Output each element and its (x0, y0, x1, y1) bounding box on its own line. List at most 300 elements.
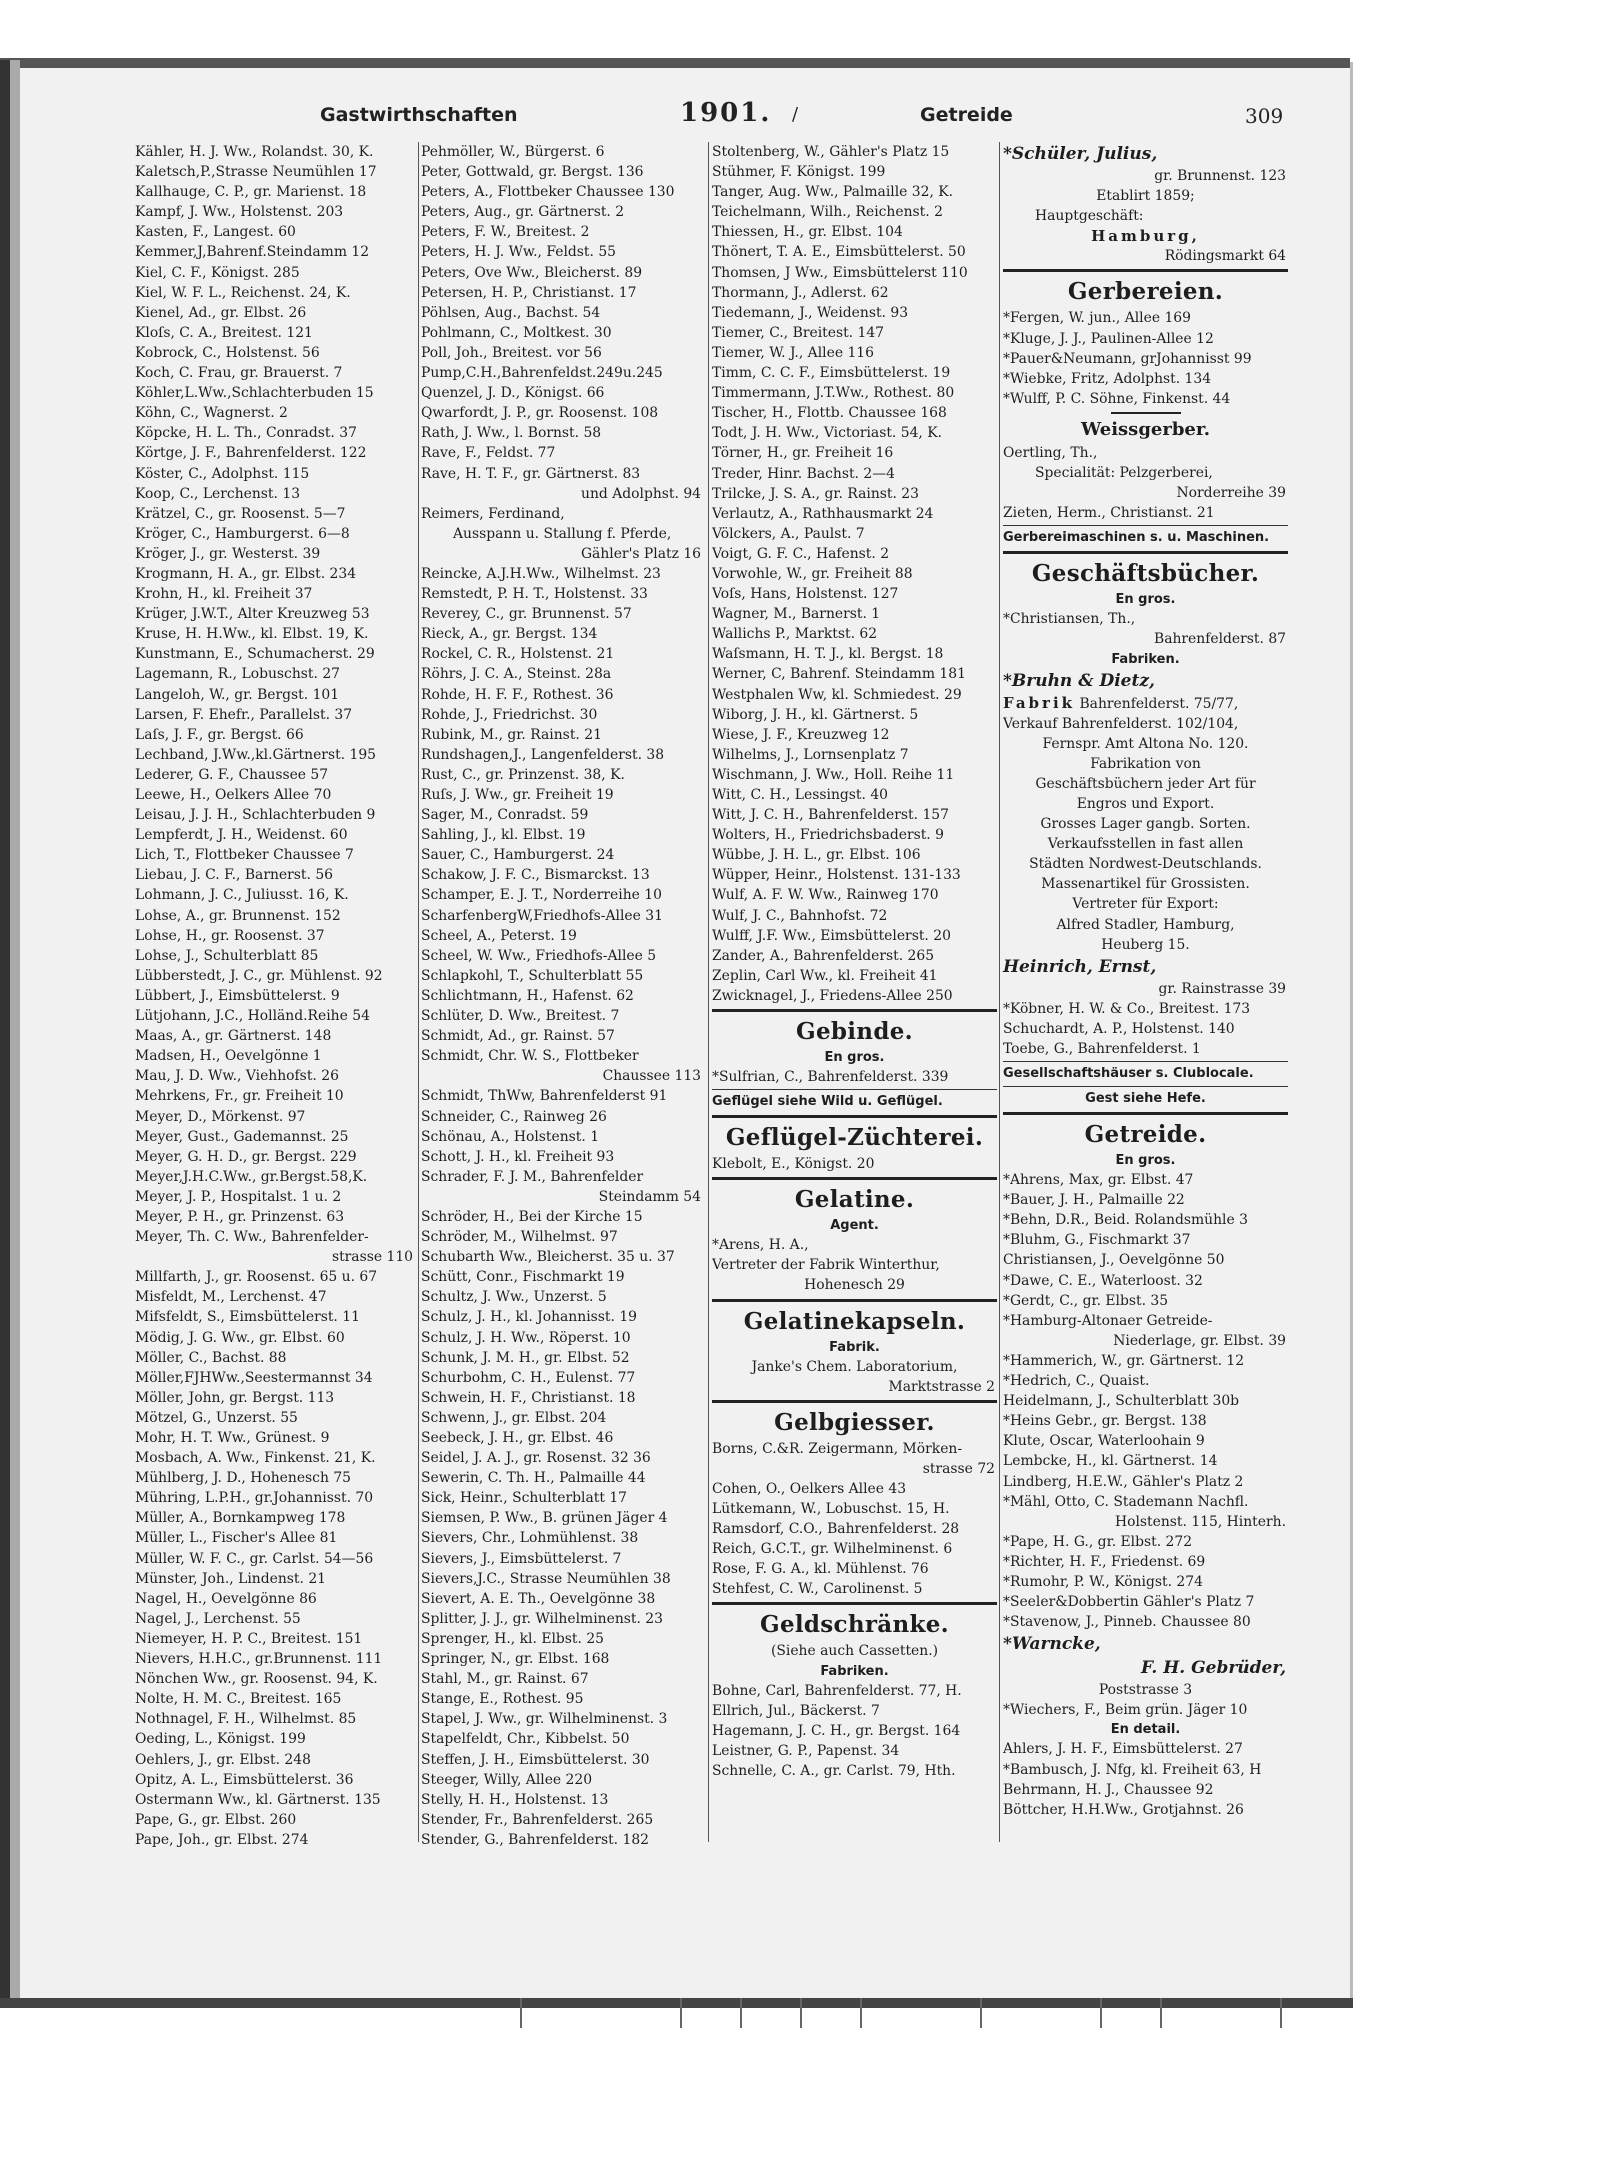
directory-entry: Klute, Oscar, Waterloohain 9 (1003, 1433, 1205, 1450)
directory-entry-continued: Norderreihe 39 (1176, 485, 1286, 502)
directory-entry: Lempferdt, J. H., Weidenst. 60 (135, 827, 348, 844)
section-heading-geschaeftsbuecher: Geschäftsbücher. (1031, 560, 1260, 588)
directory-entry: Rose, F. G. A., kl. Mühlenst. 76 (712, 1561, 929, 1578)
directory-entry: Kallhauge, C. P., gr. Marienst. 18 (135, 184, 367, 201)
advertisement-line: Verkauf Bahrenfelderst. 102/104, (1003, 715, 1239, 732)
directory-entry: Liebau, J. C. F., Barnerst. 56 (135, 867, 333, 884)
directory-entry: Reincke, A.J.H.Ww., Wilhelmst. 23 (421, 565, 661, 582)
directory-entry: Mötzel, G., Unzerst. 55 (135, 1409, 298, 1426)
directory-entry: Bohne, Carl, Bahrenfelderst. 77, H. (712, 1682, 962, 1699)
directory-entry: Poll, Joh., Breitest. vor 56 (421, 344, 602, 361)
section-heading-gelatinekapseln: Gelatinekapseln. (743, 1307, 966, 1335)
subheading: Fabriken. (820, 1663, 889, 1679)
directory-entry: Leisau, J. J. H., Schlachterbuden 9 (135, 807, 376, 824)
directory-entry: Röhrs, J. C. A., Steinst. 28a (421, 666, 612, 683)
directory-entry: *Seeler&Dobbertin Gähler's Platz 7 (1003, 1594, 1255, 1611)
directory-entry: Madsen, H., Oevelgönne 1 (135, 1048, 322, 1065)
directory-entry: Schmidt, Chr. W. S., Flottbeker (421, 1048, 639, 1065)
directory-entry: Janke's Chem. Laboratorium, (751, 1358, 958, 1375)
directory-entry: Wolters, H., Friedrichsbaderst. 9 (712, 827, 944, 844)
directory-entry: Voſs, Hans, Holstenst. 127 (712, 586, 899, 603)
directory-entry: *Ahrens, Max, gr. Elbst. 47 (1003, 1172, 1194, 1189)
directory-entry: Kampf, J. Ww., Holstenst. 203 (135, 204, 344, 221)
directory-entry: Kaletsch,P.,Strasse Neumühlen 17 (135, 164, 377, 181)
directory-entry: Steeger, Willy, Allee 220 (421, 1771, 593, 1788)
directory-entry: Krätzel, C., gr. Roosenst. 5—7 (135, 505, 346, 522)
directory-entry: Krüger, J.W.T., Alter Kreuzweg 53 (135, 606, 370, 623)
directory-entry: Sewerin, C. Th. H., Palmaille 44 (421, 1470, 646, 1487)
directory-entry: Peter, Gottwald, gr. Bergst. 136 (421, 164, 644, 181)
directory-entry: *Gerdt, C., gr. Elbst. 35 (1003, 1292, 1169, 1309)
directory-entry: Sievers, Chr., Lohmühlenst. 38 (421, 1530, 639, 1547)
directory-entry: Schröder, H., Bei der Kirche 15 (421, 1208, 643, 1225)
directory-entry: Seebeck, J. H., gr. Elbst. 46 (421, 1430, 614, 1446)
directory-entry: Pöhlsen, Aug., Bachst. 54 (421, 304, 601, 321)
directory-entry: Splitter, J. J., gr. Wilhelminenst. 23 (421, 1610, 663, 1627)
directory-entry: Kruse, H. H.Ww., kl. Elbst. 19, K. (135, 626, 369, 643)
directory-entry: Schönau, A., Holstenst. 1 (421, 1128, 600, 1145)
directory-entry: Törner, H., gr. Freiheit 16 (712, 445, 894, 462)
directory-entry: Koop, C., Lerchenst. 13 (135, 485, 301, 502)
advertiser-name: Heinrich, Ernst, (1003, 956, 1157, 977)
directory-entry: Vorwohle, W., gr. Freiheit 88 (712, 565, 913, 582)
directory-entry: Schneider, C., Rainweg 26 (421, 1108, 607, 1125)
directory-entry: *Hamburg-Altonaer Getreide- (1003, 1312, 1213, 1329)
directory-entry: *Wiechers, F., Beim grün. Jäger 10 (1003, 1702, 1248, 1719)
directory-entry: Müller, W. F. C., gr. Carlst. 54—56 (135, 1550, 374, 1567)
advertisement-line: Fabrikation von (1090, 755, 1201, 772)
cross-reference: Gest siehe Hefe. (1085, 1091, 1206, 1107)
directory-entry: Hagemann, J. C. H., gr. Bergst. 164 (712, 1722, 961, 1739)
section-divider (712, 1299, 997, 1302)
directory-entry: Rust, C., gr. Prinzenst. 38, K. (421, 766, 625, 783)
directory-entry: Siemsen, P. Ww., B. grünen Jäger 4 (421, 1510, 668, 1527)
directory-entry: Stühmer, F. Königst. 199 (712, 164, 886, 181)
directory-entry: Koch, C. Frau, gr. Brauerst. 7 (135, 365, 343, 382)
rule (712, 1089, 997, 1090)
directory-entry: Tiemer, C., Breitest. 147 (712, 324, 885, 341)
directory-entry: *Fergen, W. jun., Allee 169 (1003, 310, 1191, 327)
directory-entry: Köhler,L.Ww.,Schlachterbuden 15 (135, 385, 374, 402)
directory-entry: Nagel, J., Lerchenst. 55 (135, 1610, 301, 1627)
directory-entry-continued: Hauptgeschäft: (1035, 208, 1144, 225)
directory-entry: Quenzel, J. D., Königst. 66 (421, 385, 605, 402)
directory-entry: Reverey, C., gr. Brunnenst. 57 (421, 606, 632, 623)
directory-entry: Schuchardt, A. P., Holstenst. 140 (1003, 1020, 1235, 1037)
directory-entry: Seidel, J. A. J., gr. Rosenst. 32 36 (421, 1450, 651, 1467)
directory-entry: *Hammerich, W., gr. Gärtnerst. 12 (1003, 1352, 1245, 1369)
directory-entry-continued: gr. Brunnenst. 123 (1154, 168, 1286, 184)
directory-entry: Nievers, H.H.C., gr.Brunnenst. 111 (135, 1651, 383, 1668)
advertisement-line: Heuberg 15. (1101, 936, 1190, 953)
directory-entry: Lütjohann, J.C., Holländ.Reihe 54 (135, 1008, 370, 1025)
advertiser-name: *Schüler, Julius, (1003, 144, 1158, 164)
directory-entry: Zwicknagel, J., Friedens-Allee 250 (712, 987, 953, 1004)
advertiser-city: Hamburg, (1091, 227, 1200, 246)
directory-entry: Stahl, M., gr. Rainst. 67 (421, 1671, 589, 1688)
section-heading-gebinde: Gebinde. (796, 1018, 913, 1046)
subheading: En gros. (1115, 592, 1176, 608)
directory-entry: Müller, A., Bornkampweg 178 (135, 1510, 346, 1527)
directory-entry: Möller, C., Bachst. 88 (135, 1349, 287, 1366)
directory-entry: Schröder, M., Wilhelmst. 97 (421, 1229, 618, 1246)
directory-entry: Sauer, C., Hamburgerst. 24 (421, 847, 615, 864)
directory-entry: Laſs, J. F., gr. Bergst. 66 (135, 726, 304, 743)
directory-entry: Scheel, W. Ww., Friedhofs-Allee 5 (421, 947, 657, 964)
section-heading-geldschraenke: Geldschränke. (760, 1611, 949, 1639)
directory-entry-continued: Chaussee 113 (602, 1068, 701, 1085)
rule (1003, 1086, 1288, 1087)
directory-entry: Thormann, J., Adlerst. 62 (712, 284, 889, 301)
subheading: Agent. (830, 1218, 879, 1234)
directory-entry-continued: Specialität: Pelzgerberei, (1035, 465, 1213, 482)
advertiser-name: *Warncke, (1003, 1634, 1101, 1655)
advertisement-line: Alfred Stadler, Hamburg, (1056, 916, 1235, 933)
directory-entry: Völckers, A., Paulst. 7 (712, 525, 865, 542)
directory-entry: Schrader, F. J. M., Bahrenfelder (421, 1168, 644, 1185)
directory-entry: Qwarfordt, J. P., gr. Roosenst. 108 (421, 405, 659, 422)
directory-entry: Rohde, H. F. F., Rothest. 36 (421, 686, 614, 703)
directory-entry: Krohn, H., kl. Freiheit 37 (135, 586, 313, 603)
directory-entry: Opitz, A. L., Eimsbüttelerst. 36 (135, 1771, 354, 1788)
directory-entry: Pape, G., gr. Elbst. 260 (135, 1811, 297, 1828)
directory-entry: Steffen, J. H., Eimsbüttelerst. 30 (421, 1751, 650, 1768)
directory-entry: Ostermann Ww., kl. Gärtnerst. 135 (135, 1791, 381, 1808)
directory-entry: Peters, A., Flottbeker Chaussee 130 (421, 184, 675, 201)
directory-entry: Schakow, J. F. C., Bismarckst. 13 (421, 867, 650, 884)
directory-entry: Wüpper, Heinr., Holstenst. 131-133 (712, 867, 961, 884)
directory-entry: Misfeldt, M., Lerchenst. 47 (135, 1289, 327, 1306)
directory-entry: Nothnagel, F. H., Wilhelmst. 85 (135, 1711, 357, 1728)
directory-entry: *Kluge, J. J., Paulinen-Allee 12 (1003, 330, 1214, 347)
directory-entry: Schurbohm, C. H., Eulenst. 77 (421, 1369, 636, 1386)
directory-entry: *Mähl, Otto, C. Stademann Nachfl. (1003, 1493, 1249, 1510)
directory-entry: Schlichtmann, H., Hafenst. 62 (421, 987, 634, 1004)
directory-entry: *Stavenow, J., Pinneb. Chaussee 80 (1003, 1614, 1251, 1631)
section-divider (712, 1009, 997, 1012)
directory-entry: Timm, C. C. F., Eimsbüttelerst. 19 (712, 365, 951, 382)
directory-entry: Maas, A., gr. Gärtnerst. 148 (135, 1028, 332, 1045)
directory-entry: Leistner, G. P., Papenst. 34 (712, 1742, 900, 1759)
column-1 (135, 142, 415, 1850)
directory-entry: Zieten, Herm., Christianst. 21 (1003, 505, 1215, 522)
directory-entry: Nönchen Ww., gr. Roosenst. 94, K. (135, 1671, 378, 1688)
directory-entry: Mau, J. D. Ww., Viehhofst. 26 (135, 1068, 339, 1085)
directory-entry: Ahlers, J. H. F., Eimsbüttelerst. 27 (1003, 1741, 1243, 1758)
directory-entry: *Sulfrian, C., Bahrenfelderst. 339 (712, 1069, 949, 1086)
directory-entry: Kähler, H. J. Ww., Rolandst. 30, K. (135, 144, 374, 160)
directory-entry: Peters, F. W., Breitest. 2 (421, 224, 590, 241)
header-section-right: Getreide (920, 104, 1013, 126)
advertisement-line: Fernspr. Amt Altona No. 120. (1042, 735, 1249, 752)
directory-entry: Mödig, J. G. Ww., gr. Elbst. 60 (135, 1329, 345, 1346)
directory-entry: Schunk, J. M. H., gr. Elbst. 52 (421, 1349, 630, 1366)
directory-entry: Lohse, H., gr. Roosenst. 37 (135, 927, 325, 944)
directory-entry: Thiessen, H., gr. Elbst. 104 (712, 224, 903, 241)
section-divider (712, 1115, 997, 1118)
directory-entry: Nagel, H., Oevelgönne 86 (135, 1590, 317, 1607)
cross-reference-note: (Siehe auch Cassetten.) (770, 1643, 939, 1660)
directory-entry: Kröger, J., gr. Westerst. 39 (135, 545, 321, 562)
directory-entry: *Pape, H. G., gr. Elbst. 272 (1003, 1533, 1193, 1550)
directory-entry: Cohen, O., Oelkers Allee 43 (712, 1480, 907, 1497)
directory-entry: Christiansen, J., Oevelgönne 50 (1003, 1252, 1225, 1269)
section-divider (1003, 551, 1288, 554)
directory-entry: Rubink, M., gr. Rainst. 21 (421, 726, 602, 743)
page-edge-ticks (40, 1998, 1340, 2028)
binding-edge (10, 60, 20, 2000)
directory-entry: Lindberg, H.E.W., Gähler's Platz 2 (1003, 1473, 1244, 1490)
directory-entry: Stapel, J. Ww., gr. Wilhelminenst. 3 (421, 1711, 668, 1728)
directory-entry: Toebe, G., Bahrenfelderst. 1 (1003, 1041, 1201, 1057)
directory-entry: Lohmann, J. C., Juliusst. 16, K. (135, 887, 349, 904)
directory-entry: Rave, H. T. F., gr. Gärtnerst. 83 (421, 465, 641, 482)
directory-entry: Pump,C.H.,Bahrenfeldst.249u.245 (421, 365, 663, 382)
directory-entry-continued: Marktstrasse 2 (888, 1378, 995, 1395)
directory-entry: Kasten, F., Langest. 60 (135, 224, 296, 241)
directory-entry: Stelly, H. H., Holstenst. 13 (421, 1791, 609, 1808)
directory-entry: Schubarth Ww., Bleicherst. 35 u. 37 (421, 1249, 675, 1266)
directory-entry: Lütkemann, W., Lobuschst. 15, H. (712, 1500, 950, 1517)
directory-entry: Peters, Ove Ww., Bleicherst. 89 (421, 264, 643, 281)
directory-entry: Schwein, H. F., Christianst. 18 (421, 1389, 636, 1406)
section-divider (1003, 269, 1288, 272)
directory-entry: Petersen, H. P., Christianst. 17 (421, 284, 637, 301)
section-heading-zuechterei: Geflügel-Züchterei. (725, 1124, 984, 1152)
subheading: Fabrik. (829, 1339, 880, 1355)
advertiser-label: Fabrik (1003, 693, 1076, 712)
cross-reference: Geflügel siehe Wild u. Geflügel. (712, 1094, 943, 1110)
directory-entry-continued: und Adolphst. 94 (581, 485, 701, 502)
directory-entry-continued: Hohenesch 29 (804, 1277, 905, 1294)
column-rule (999, 142, 1000, 1842)
directory-entry: Todt, J. H. Ww., Victoriast. 54, K. (712, 425, 943, 442)
directory-entry: Stehfest, C. W., Carolinenst. 5 (712, 1581, 923, 1598)
directory-entry: Klebolt, E., Königst. 20 (712, 1156, 875, 1173)
directory-entry: Sahling, J., kl. Elbst. 19 (421, 827, 586, 844)
directory-entry: Stange, E., Rothest. 95 (421, 1691, 584, 1708)
cross-reference: Gesellschaftshäuser s. Clublocale. (1003, 1066, 1254, 1082)
directory-entry: Mühring, L.P.H., gr.Johannisst. 70 (135, 1490, 374, 1507)
directory-entry: Stapelfeldt, Chr., Kibbelst. 50 (421, 1731, 630, 1748)
directory-entry: Borns, C.&R. Zeigermann, Mörken- (712, 1440, 963, 1457)
advertisement-line: Massenartikel für Grossisten. (1041, 876, 1250, 893)
directory-entry: Wilhelms, J., Lornsenplatz 7 (712, 746, 909, 763)
directory-entry: Larsen, F. Ehefr., Parallelst. 37 (135, 706, 353, 723)
rule (1003, 1061, 1288, 1062)
directory-entry: Reimers, Ferdinand, (421, 505, 565, 522)
directory-entry: *Wulff, P. C. Söhne, Finkenst. 44 (1003, 390, 1231, 407)
directory-entry-continued: strasse 72 (922, 1460, 995, 1477)
directory-entry: Ellrich, Jul., Bäckerst. 7 (712, 1702, 880, 1719)
directory-entry: Westphalen Ww, kl. Schmiedest. 29 (712, 686, 962, 703)
advertiser-name: *Bruhn & Dietz, (1003, 670, 1155, 691)
directory-entry: Mühlberg, J. D., Hohenesch 75 (135, 1470, 351, 1487)
subheading: Fabriken. (1111, 651, 1180, 667)
directory-entry: Lübbert, J., Eimsbüttelerst. 9 (135, 987, 340, 1004)
column-4 (1003, 142, 1288, 1820)
directory-entry: Zander, A., Bahrenfelderst. 265 (712, 947, 935, 964)
directory-entry: Stender, G., Bahrenfelderst. 182 (421, 1831, 650, 1848)
directory-entry-continued: Holstenst. 115, Hinterh. (1115, 1513, 1286, 1530)
directory-entry: *Bambusch, J. Nfg, kl. Freiheit 63, H (1003, 1761, 1262, 1778)
directory-entry: Thomsen, J Ww., Eimsbüttelerst 110 (712, 264, 968, 281)
directory-entry-continued: Ausspann u. Stallung f. Pferde, (453, 525, 672, 542)
directory-entry: Lohse, A., gr. Brunnenst. 152 (135, 907, 341, 924)
advertisement-line: Vertreter für Export: (1072, 896, 1219, 913)
directory-entry: Witt, C. H., Lessingst. 40 (712, 787, 888, 803)
directory-entry-continued: Niederlage, gr. Elbst. 39 (1113, 1332, 1286, 1349)
directory-entry-continued: gr. Rainstrasse 39 (1158, 980, 1286, 997)
subheading: En gros. (824, 1050, 885, 1066)
directory-entry: Remstedt, P. H. T., Holstenst. 33 (421, 586, 648, 603)
directory-entry: Peters, Aug., gr. Gärtnerst. 2 (421, 204, 625, 221)
directory-entry: Kröger, C., Hamburgerst. 6—8 (135, 525, 350, 542)
directory-entry: Schlapkohl, T., Schulterblatt 55 (421, 967, 644, 984)
directory-entry: Wulff, J.F. Ww., Eimsbüttelerst. 20 (712, 927, 951, 944)
directory-entry: Lich, T., Flottbeker Chaussee 7 (135, 847, 354, 864)
directory-entry-continued: Bahrenfelderst. 87 (1153, 631, 1286, 648)
directory-entry: Sievers, J., Eimsbüttelerst. 7 (421, 1550, 622, 1567)
directory-entry: *Hedrich, C., Quaist. (1003, 1373, 1150, 1390)
directory-entry: Lederer, G. F., Chaussee 57 (135, 766, 329, 783)
directory-entry: Schultz, J. Ww., Unzerst. 5 (421, 1289, 607, 1306)
directory-entry: Leewe, H., Oelkers Allee 70 (135, 787, 332, 803)
directory-entry: Lembcke, H., kl. Gärtnerst. 14 (1003, 1453, 1218, 1470)
running-head (120, 98, 1300, 134)
directory-entry: Schulz, J. H., kl. Johannisst. 19 (421, 1309, 637, 1326)
directory-entry: Rieck, A., gr. Bergst. 134 (421, 626, 598, 643)
directory-entry: Rundshagen,J., Langenfelderst. 38 (421, 746, 665, 763)
column-rule (418, 142, 419, 1842)
directory-entry: Mohr, H. T. Ww., Grünest. 9 (135, 1430, 330, 1446)
directory-entry-continued: Steindamm 54 (598, 1188, 701, 1205)
directory-entry: *Pauer&Neumann, grJohannisst 99 (1003, 350, 1252, 367)
directory-entry: Zeplin, Carl Ww., kl. Freiheit 41 (712, 967, 938, 984)
directory-entry: *Köbner, H. W. & Co., Breitest. 173 (1003, 1000, 1251, 1017)
section-heading-gerbereien: Gerbereien. (1067, 278, 1224, 306)
advertiser-address-text: Bahrenfelderst. 75/77, (1079, 695, 1239, 712)
directory-entry: Schwenn, J., gr. Elbst. 204 (421, 1409, 607, 1426)
directory-entry: Meyer, G. H. D., gr. Bergst. 229 (135, 1148, 357, 1165)
directory-entry: Ruſs, J. Ww., gr. Freiheit 19 (421, 787, 614, 803)
column-3 (712, 142, 997, 1781)
directory-entry: Köhn, C., Wagnerst. 2 (135, 405, 288, 422)
directory-entry: Teichelmann, Wilh., Reichenst. 2 (712, 204, 943, 221)
subheading: En detail. (1110, 1722, 1181, 1738)
directory-entry: Kemmer,J,Bahrenf.Steindamm 12 (135, 244, 370, 261)
rule (1003, 525, 1288, 526)
directory-entry: Wagner, M., Barnerst. 1 (712, 606, 881, 623)
section-heading-gelbgiesser: Gelbgiesser. (774, 1408, 935, 1436)
directory-entry: Böttcher, H.H.Ww., Grotjahnst. 26 (1003, 1801, 1244, 1818)
directory-entry: Mosbach, A. Ww., Finkenst. 21, K. (135, 1450, 376, 1467)
directory-entry-continued: Poststrasse 3 (1098, 1682, 1193, 1699)
directory-entry-continued: Etablirt 1859; (1096, 188, 1195, 205)
column-rule (708, 142, 709, 1842)
subheading: En gros. (1115, 1153, 1176, 1169)
directory-entry: *Dawe, C. E., Waterloost. 32 (1003, 1272, 1203, 1289)
directory-entry: Schütt, Conr., Fischmarkt 19 (421, 1269, 625, 1286)
directory-entry: Lagemann, R., Lobuschst. 27 (135, 666, 340, 683)
directory-entry: Wallichs P., Marktst. 62 (712, 626, 878, 643)
header-mark: / (792, 104, 799, 125)
section-divider (712, 1602, 997, 1605)
directory-entry: Trilcke, J. S. A., gr. Rainst. 23 (712, 485, 919, 502)
header-year: 1901. (680, 98, 772, 128)
directory-entry: Tischer, H., Flottb. Chaussee 168 (712, 405, 947, 422)
advertisement-line: Geschäftsbüchern jeder Art für (1035, 775, 1256, 792)
directory-entry: *Richter, H. F., Friedenst. 69 (1003, 1553, 1206, 1570)
directory-entry: Kiel, C. F., Königst. 285 (135, 264, 300, 281)
directory-entry: Nolte, H. M. C., Breitest. 165 (135, 1691, 342, 1708)
directory-entry: Möller,FJHWw.,Seestermannst 34 (135, 1369, 373, 1386)
directory-entry: Kunstmann, E., Schumacherst. 29 (135, 646, 375, 663)
section-heading-getreide: Getreide. (1084, 1121, 1207, 1149)
directory-entry: Behrmann, H. J., Chaussee 92 (1003, 1781, 1214, 1798)
directory-entry: Ramsdorf, C.O., Bahrenfelderst. 28 (712, 1521, 960, 1538)
advertisement-line: Verkaufsstellen in fast allen (1047, 836, 1244, 853)
directory-entry: Kloſs, C. A., Breitest. 121 (135, 324, 313, 341)
page-right-edge (1350, 62, 1353, 2002)
directory-entry: Köpcke, H. L. Th., Conradst. 37 (135, 425, 357, 442)
directory-entry: Wiese, J. F., Kreuzweg 12 (712, 726, 890, 743)
directory-entry: *Bauer, J. H., Palmaille 22 (1003, 1192, 1185, 1209)
directory-entry: Wischmann, J. Ww., Holl. Reihe 11 (712, 766, 955, 783)
directory-entry: Sager, M., Conradst. 59 (421, 807, 589, 824)
directory-entry: Sprenger, H., kl. Elbst. 25 (421, 1630, 605, 1647)
directory-entry: Meyer, J. P., Hospitalst. 1 u. 2 (135, 1188, 342, 1205)
directory-entry: Rave, F., Feldst. 77 (421, 445, 556, 462)
directory-entry: Stender, Fr., Bahrenfelderst. 265 (421, 1811, 654, 1828)
directory-entry: Körtge, J. F., Bahrenfelderst. 122 (135, 445, 367, 462)
directory-entry: Thönert, T. A. E., Eimsbüttelerst. 50 (712, 244, 966, 261)
advertisement-line: Grosses Lager gangb. Sorten. (1040, 816, 1251, 833)
directory-entry: Schmidt, Ad., gr. Rainst. 57 (421, 1028, 615, 1045)
directory-entry: Wiborg, J. H., kl. Gärtnerst. 5 (712, 706, 919, 723)
directory-entry: Sick, Heinr., Schulterblatt 17 (421, 1490, 628, 1507)
directory-entry: Springer, N., gr. Elbst. 168 (421, 1651, 610, 1668)
directory-entry: Peters, H. J. Ww., Feldst. 55 (421, 244, 617, 261)
directory-entry: Wübbe, J. H. L., gr. Elbst. 106 (712, 847, 921, 864)
short-divider (1111, 412, 1181, 414)
directory-entry: Müller, L., Fischer's Allee 81 (135, 1530, 338, 1547)
directory-entry: Verlautz, A., Rathhausmarkt 24 (712, 505, 934, 522)
directory-entry: Kienel, Ad., gr. Elbst. 26 (135, 304, 307, 321)
directory-entry: Meyer, D., Mörkenst. 97 (135, 1108, 306, 1125)
directory-entry: Stoltenberg, W., Gähler's Platz 15 (712, 144, 950, 160)
directory-entry: Meyer,J.H.C.Ww., gr.Bergst.58,K. (135, 1168, 368, 1185)
directory-entry: Niemeyer, H. P. C., Breitest. 151 (135, 1630, 363, 1647)
section-divider (712, 1400, 997, 1403)
directory-entry: Reich, G.C.T., gr. Wilhelminenst. 6 (712, 1541, 953, 1558)
directory-entry: Schlüter, D. Ww., Breitest. 7 (421, 1008, 620, 1025)
directory-entry: Tiemer, W. J., Allee 116 (712, 344, 874, 361)
directory-entry: Pape, Joh., gr. Elbst. 274 (135, 1831, 309, 1848)
directory-entry: Krogmann, H. A., gr. Elbst. 234 (135, 565, 357, 582)
section-divider (1003, 1112, 1288, 1115)
directory-entry: ScharfenbergW,Friedhofs-Allee 31 (421, 907, 663, 924)
binding-shadow (0, 60, 10, 2000)
directory-entry: *Christiansen, Th., (1003, 611, 1136, 628)
directory-entry: Witt, J. C. H., Bahrenfelderst. 157 (712, 807, 949, 824)
directory-entry: Rath, J. Ww., l. Bornst. 58 (421, 425, 602, 442)
directory-entry: Meyer, Th. C. Ww., Bahrenfelder- (135, 1229, 369, 1246)
directory-entry: Schnelle, C. A., gr. Carlst. 79, Hth. (712, 1762, 956, 1779)
directory-entry: Pohlmann, C., Moltkest. 30 (421, 324, 612, 341)
directory-entry: Voigt, G. F. C., Hafenst. 2 (712, 545, 890, 562)
directory-entry: Schamper, E. J. T., Norderreihe 10 (421, 887, 662, 904)
